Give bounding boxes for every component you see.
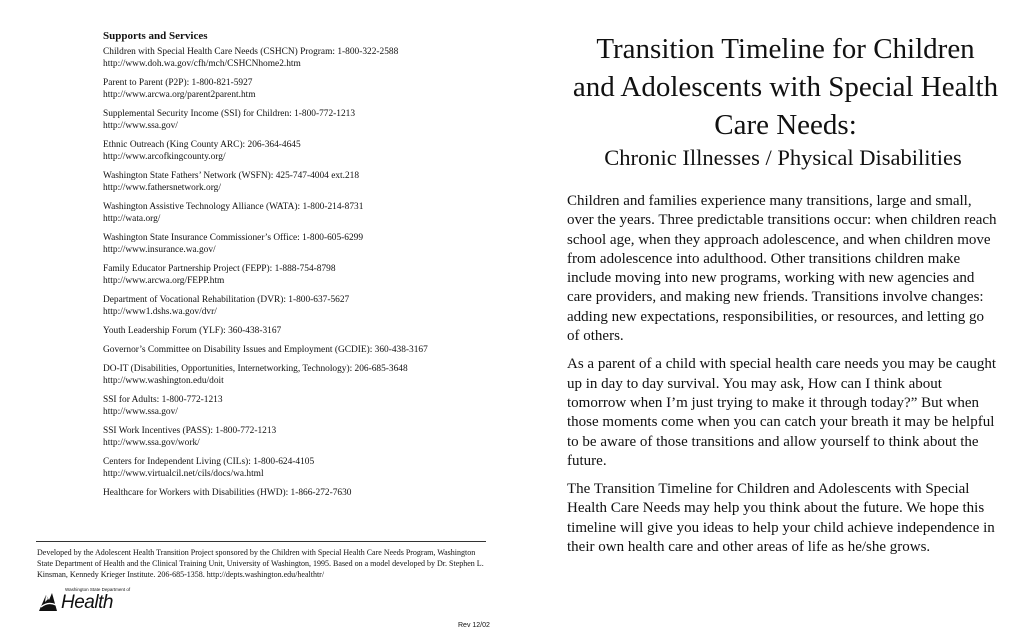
support-name: DO-IT (Disabilities, Opportunities, Internetworking, Technology): 206-685-3648 [103, 364, 408, 374]
support-entry [103, 394, 443, 418]
support-entry [103, 344, 443, 356]
support-name: SSI Work Incentives (PASS): 1-800-772-1213 [103, 426, 277, 436]
intro-paragraph: Children and families experience many transitions, large and small, over the years. Three predictable transitions occur: when children reach school age, when they approach adolescence, and when children move from adolescence into adulthood. Other transitions children make include moving into new programs, working with new agencies and care providers, and making new friends. Transitions involve changes: adding new expectations, responsibilities, or resources, and letting go of others. [567, 193, 997, 345]
support-url-link[interactable]: http://www.insurance.wa.gov/ [103, 245, 216, 255]
support-name: Governor’s Committee on Disability Issues and Employment (GCDIE): 360-438-3167 [103, 345, 428, 355]
support-url-link[interactable]: http://www.ssa.gov/work/ [103, 438, 200, 448]
support-name: Washington Assistive Technology Alliance (WATA): 1-800-214-8731 [103, 202, 364, 212]
intro-section [567, 30, 999, 566]
support-name: Family Educator Partnership Project (FEPP): 1-888-754-8798 [103, 264, 336, 274]
support-url-link[interactable]: http://www.arcwa.org/FEPP.htm [103, 276, 225, 286]
support-name: Healthcare for Workers with Disabilities (HWD): 1-866-272-7630 [103, 488, 352, 498]
supports-and-services-section [103, 30, 443, 506]
department-of-health-logo [37, 587, 147, 613]
support-name: Ethnic Outreach (King County ARC): 206-364-4645 [103, 140, 301, 150]
support-url-link[interactable]: http://www.virtualcil.net/cils/docs/wa.html [103, 469, 264, 479]
support-entry [103, 170, 443, 194]
revision-label: Rev 12/02 [458, 622, 490, 629]
support-url-link[interactable]: http://www.arcwa.org/parent2parent.htm [103, 90, 256, 100]
support-name: Supplemental Security Income (SSI) for Children: 1-800-772-1213 [103, 109, 356, 119]
support-url-link[interactable]: http://www.fathersnetwork.org/ [103, 183, 221, 193]
support-url-link[interactable]: http://www.doh.wa.gov/cfh/mch/CSHCNhome2.htm [103, 59, 301, 69]
support-entry [103, 263, 443, 287]
support-name: Department of Vocational Rehabilitation (DVR): 1-800-637-5627 [103, 295, 350, 305]
developed-by-note: Developed by the Adolescent Health Transition Project sponsored by the Children with Special Health Care Needs Program, Washington State Department of Health and the Clinical Training Unit, University of Washington, 1995. Based on a model developed by Dr. Stephen L. Kinsman, Kennedy Krieger Institute. 206-685-1358. http://depts.washington.edu/healthtr/ [37, 548, 484, 579]
support-name: SSI for Adults: 1-800-772-1213 [103, 395, 223, 405]
logo-health-text: Health [61, 592, 113, 613]
divider [36, 541, 486, 542]
support-url-link[interactable]: http://www1.dshs.wa.gov/dvr/ [103, 307, 217, 317]
support-entry [103, 425, 443, 449]
page-subtitle: Chronic Illnesses / Physical Disabilities [604, 145, 962, 170]
support-name: Washington State Fathers’ Network (WSFN): 425-747-4004 ext.218 [103, 171, 360, 181]
supports-list [103, 46, 443, 499]
support-entry [103, 201, 443, 225]
support-url-link[interactable]: http://www.ssa.gov/ [103, 121, 178, 131]
support-entry [103, 139, 443, 163]
support-url-link[interactable]: http://wata.org/ [103, 214, 161, 224]
page-title: Transition Timeline for Children and Adolescents with Special Health Care Needs: [572, 33, 999, 141]
mountain-logo-icon [37, 587, 59, 613]
support-entry [103, 487, 443, 499]
support-entry [103, 108, 443, 132]
support-entry [103, 46, 443, 70]
support-entry [103, 232, 443, 256]
intro-paragraph: As a parent of a child with special health care needs you may be caught up in day to day survival. You may ask, How can I think about tomorrow when I’m just trying to make it through today?” But when those moments come when you can catch your breath it may be helpful to be aware of those transitions and allow yourself to think about the future. [567, 356, 997, 469]
logo-small-text: Washington State Department of [65, 587, 131, 592]
support-entry [103, 363, 443, 387]
support-url-link[interactable]: http://www.washington.edu/doit [103, 376, 224, 386]
support-url-link[interactable]: http://www.arcofkingcounty.org/ [103, 152, 226, 162]
support-name: Parent to Parent (P2P): 1-800-821-5927 [103, 78, 253, 88]
support-name: Washington State Insurance Commissioner’s Office: 1-800-605-6299 [103, 233, 364, 243]
support-name: Centers for Independent Living (CILs): 1-800-624-4105 [103, 457, 315, 467]
support-entry [103, 456, 443, 480]
support-url-link[interactable]: http://www.ssa.gov/ [103, 407, 178, 417]
supports-heading: Supports and Services [103, 30, 208, 42]
intro-paragraph: The Transition Timeline for Children and Adolescents with Special Health Care Needs may help you think about the future. We hope this timeline will give you ideas to help your child achieve independence in their own health care and other areas of life as he/she grows. [567, 481, 995, 556]
support-name: Children with Special Health Care Needs (CSHCN) Program: 1-800-322-2588 [103, 47, 399, 57]
support-entry [103, 77, 443, 101]
support-entry [103, 294, 443, 318]
support-entry [103, 325, 443, 337]
support-name: Youth Leadership Forum (YLF): 360-438-3167 [103, 326, 282, 336]
